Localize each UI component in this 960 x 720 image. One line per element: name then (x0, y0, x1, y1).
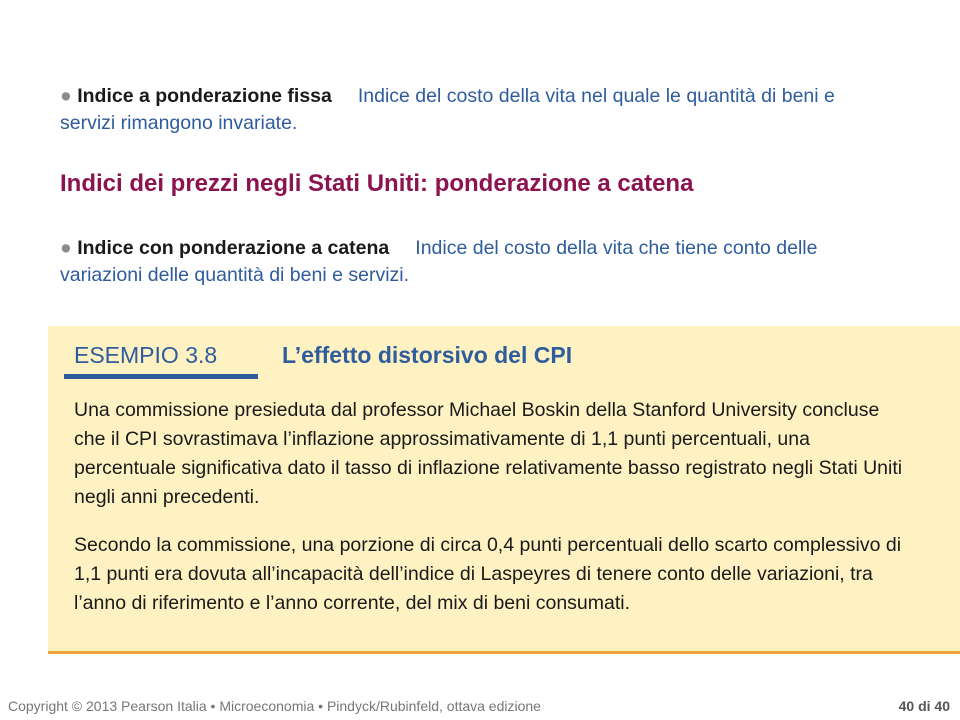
definition-term: Indice a ponderazione fissa (77, 85, 332, 107)
definition-term: Indice con ponderazione a catena (77, 237, 390, 259)
example-paragraph-2: Secondo la commissione, una porzione di circa 0,4 punti percentuali dello scarto complessivo di 1,1 punti era dovuta all’incapacità dell’indice di Laspeyres di tenere conto delle variazioni, tra l’anno di riferimento e l’anno corrente, del mix di beni consumati. (74, 534, 902, 614)
definition-chain-weight (60, 235, 860, 289)
page-number: 40 di 40 (898, 698, 950, 714)
example-bottom-rule (48, 651, 960, 654)
definition-text: Indice del costo della vita nel quale le quantità di beni e servizi rimangono invariate. (60, 85, 835, 134)
example-label-underline (64, 374, 258, 379)
definition-text: Indice del costo della vita che tiene conto delle variazioni delle quantità di beni e servizi. (60, 237, 818, 286)
bullet-icon: ● (60, 85, 72, 107)
section-heading: Indici dei prezzi negli Stati Uniti: ponderazione a catena (60, 170, 694, 197)
example-label: ESEMPIO 3.8 (74, 342, 218, 368)
footer-copyright: Copyright © 2013 Pearson Italia • Microeconomia • Pindyck/Rubinfeld, ottava edizione (8, 698, 541, 714)
definition-fixed-weight (60, 83, 840, 137)
example-paragraph-1: Una commissione presieduta dal professor Michael Boskin della Stanford University concluse che il CPI sovrastimava l’inflazione approssimativamente di 1,1 punti percentuali, una percentuale significativa dato il tasso di inflazione relativamente basso registrato negli Stati Uniti negli anni precedenti. (74, 399, 903, 508)
bullet-icon: ● (60, 237, 72, 259)
example-title: L’effetto distorsivo del CPI (282, 342, 573, 368)
